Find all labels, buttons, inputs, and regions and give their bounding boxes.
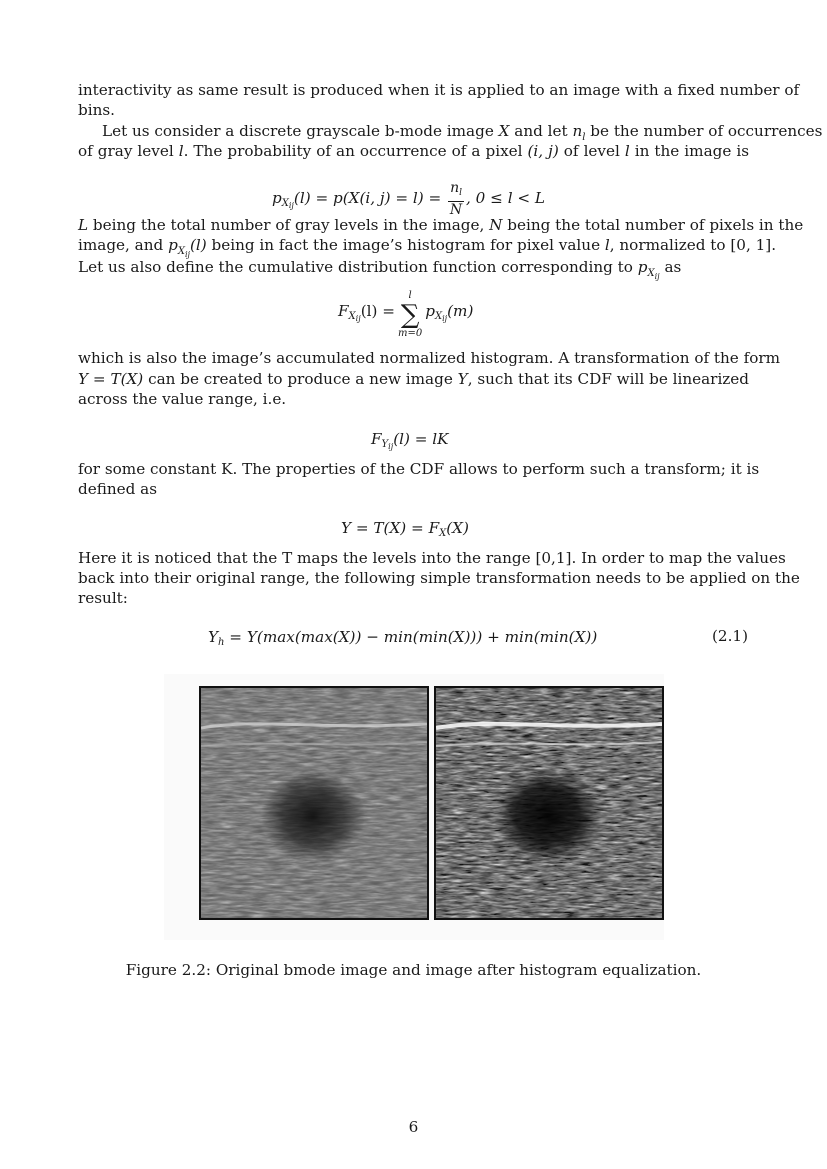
eq-sub: X: [348, 311, 356, 322]
eq-text: Y = T(X) = F: [341, 519, 440, 537]
var-Y: Y: [457, 370, 468, 388]
var-TX: T(X): [110, 370, 144, 388]
eq-symbol: p: [272, 189, 282, 207]
eq-rhs: (l) = lK: [393, 430, 449, 448]
var-ij: (i, j): [527, 142, 559, 160]
var-p-sub: X: [177, 246, 185, 258]
var-n-subscript: l: [582, 132, 586, 144]
text-run: Let us consider a discrete grayscale b-mode image: [102, 122, 499, 140]
var-l: l: [624, 142, 630, 160]
bmode-equalized-texture: [436, 688, 662, 918]
var-L: L: [78, 216, 89, 234]
figure-caption: Figure 2.2: Original bmode image and image after histogram equalization.: [125, 961, 702, 979]
eq-subsub: ij: [288, 201, 294, 210]
equation-cdf: [338, 290, 473, 340]
eq-sub: Y: [381, 439, 389, 450]
text-run: of level: [558, 142, 625, 160]
eq-text: (X): [446, 519, 469, 537]
var-l: l: [178, 142, 184, 160]
eq-sub: X: [439, 528, 447, 539]
eq-rhs: = Y(max(max(X)) − min(min(X))) + min(min(X)): [224, 628, 598, 646]
paragraph-1-line-1: interactivity as same result is produced when it is applied to an image with a fixed number of: [78, 81, 800, 99]
equation-linear-cdf: [371, 429, 449, 457]
var-arg: (l): [189, 236, 207, 254]
eq-frac-num-sub: l: [459, 188, 462, 198]
var-Y: Y: [78, 370, 89, 388]
var-N: N: [489, 216, 503, 234]
text-run: as: [659, 258, 682, 276]
text-run: , normalized to [0, 1].: [609, 236, 777, 254]
eq-symbol: p: [425, 302, 435, 320]
var-X: X: [498, 122, 510, 140]
text-run: , such that its CDF will be linearized: [467, 370, 750, 388]
var-n: n: [572, 122, 583, 140]
text-run: =: [88, 370, 111, 388]
eq-frac-num: n: [450, 180, 460, 196]
paragraph-4-line-2: [78, 369, 749, 389]
bmode-original-texture: [201, 688, 427, 918]
paragraph-5-line-1: for some constant K. The properties of the CDF allows to perform such a transform; it is: [78, 460, 760, 478]
var-p: p: [637, 258, 648, 276]
figure-2-2: [164, 674, 664, 940]
paragraph-3-line-3: [78, 257, 681, 287]
eq-arg: (l) =: [360, 302, 395, 320]
eq-sub: h: [218, 637, 225, 648]
sum-upper-limit: l: [408, 290, 412, 301]
var-p: p: [168, 236, 178, 254]
equation-probability: [272, 180, 545, 218]
text-run: being the total number of pixels in the: [502, 216, 804, 234]
var-p-subsub: ij: [654, 272, 660, 282]
paragraph-1-line-2: bins.: [78, 101, 115, 119]
text-run: image, and: [78, 236, 169, 254]
page-number: 6: [408, 1118, 419, 1136]
text-run: of gray level: [78, 142, 179, 160]
eq-sub: X: [281, 198, 289, 209]
bmode-equalized-image: [434, 686, 664, 920]
equation-rescale: [208, 627, 597, 653]
eq-arg: (l) = p(X(i, j) = l) =: [293, 189, 447, 207]
equation-transform: [341, 518, 469, 544]
eq-subsub: ij: [355, 314, 361, 323]
text-run: be the number of occurrences: [585, 122, 823, 140]
var-p-subsub: ij: [184, 250, 190, 260]
eq-symbol: Y: [208, 628, 219, 646]
text-run: being the total number of gray levels in the image,: [88, 216, 490, 234]
paragraph-2-line-2: [78, 141, 749, 161]
eq-symbol: F: [338, 302, 349, 320]
paragraph-6-line-2: back into their original range, the following simple transformation needs to be applied on the: [78, 569, 800, 587]
var-p-sub: X: [647, 268, 655, 280]
eq-symbol: F: [371, 430, 382, 448]
eq-sub: X: [434, 311, 443, 322]
text-run: being in fact the image’s histogram for pixel value: [206, 236, 605, 254]
paragraph-6-line-3: result:: [78, 589, 128, 607]
paragraph-6-line-1: Here it is noticed that the T maps the levels into the range [0,1]. In order to map the values: [78, 549, 786, 567]
eq-subsub: ij: [388, 442, 394, 451]
text-run: can be created to produce a new image: [143, 370, 458, 388]
var-l: l: [604, 236, 610, 254]
eq-summation: [398, 290, 422, 340]
equation-number: (2.1): [711, 627, 748, 645]
eq-fraction: [448, 180, 464, 218]
paragraph-4-line-3: across the value range, i.e.: [78, 390, 287, 408]
sum-lower-limit: m=0: [397, 328, 423, 339]
text-run: . The probability of an occurrence of a pixel: [183, 142, 528, 160]
text-run: Let us also define the cumulative distribution function corresponding to: [78, 258, 638, 276]
eq-arg: (m): [447, 302, 474, 320]
sum-symbol: ∑: [400, 300, 420, 330]
bmode-original-image: [199, 686, 429, 920]
paragraph-5-line-2: defined as: [78, 480, 158, 498]
eq-subsub: ij: [442, 314, 448, 323]
text-run: and let: [509, 122, 573, 140]
eq-frac-den: N: [449, 202, 463, 218]
eq-tail: , 0 ≤ l < L: [466, 189, 546, 207]
text-run: in the image is: [629, 142, 749, 160]
paragraph-3-line-1: [78, 215, 804, 235]
paragraph-4-line-1: which is also the image’s accumulated normalized histogram. A transformation of the form: [78, 349, 781, 367]
